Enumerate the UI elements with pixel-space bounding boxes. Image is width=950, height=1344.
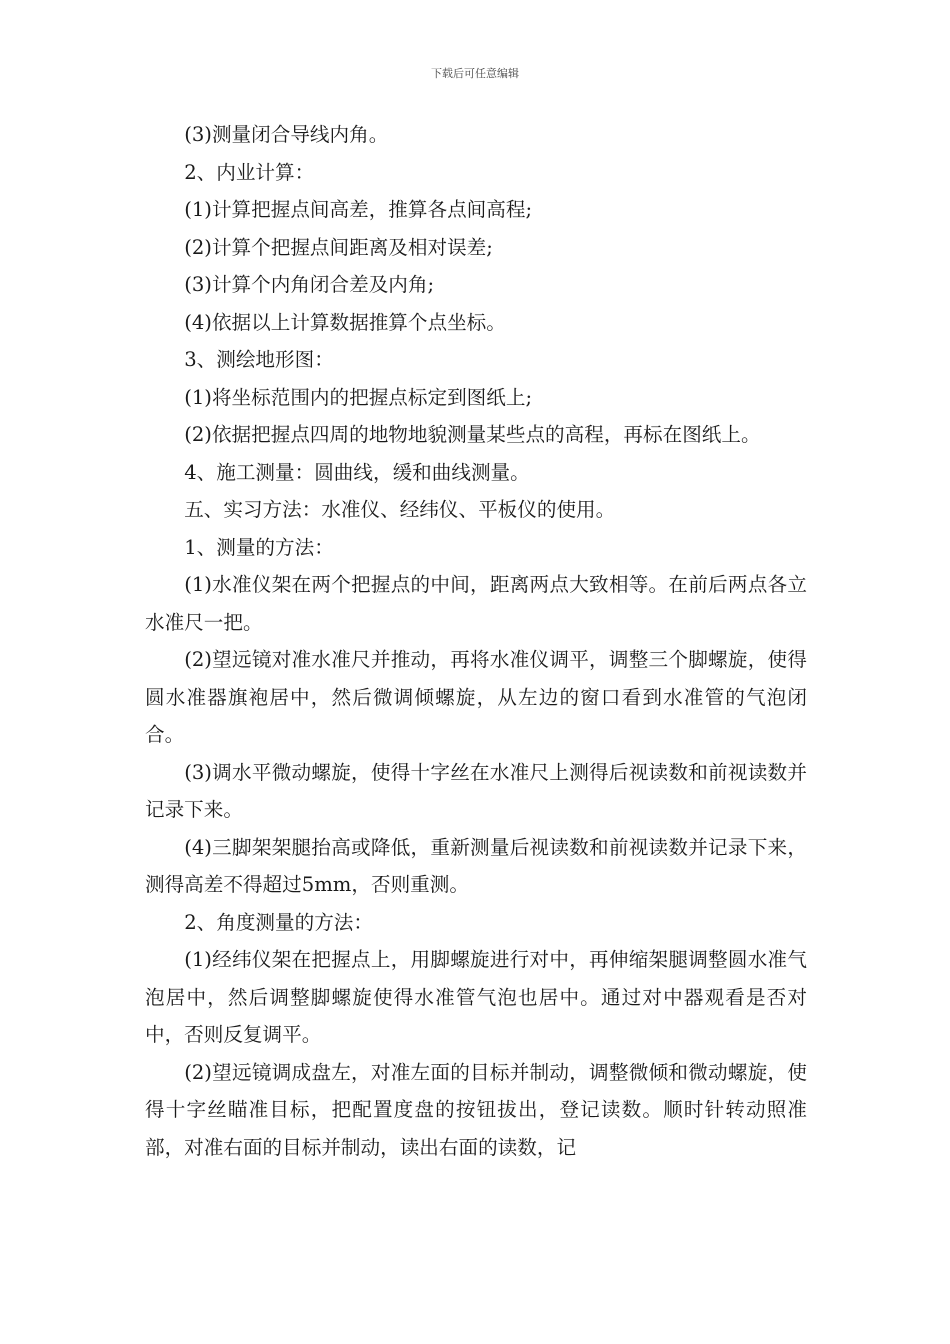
section-heading: 五、实习方法：水准仪、经纬仪、平板仪的使用。 (184, 498, 616, 521)
paragraph: (1)经纬仪架在把握点上，用脚螺旋进行对中，再伸缩架腿调整圆水准气泡居中，然后调整脚螺旋使得水准管气泡也居中。通过对中器观看是否对中，否则反复调平。 (145, 948, 807, 1046)
section-heading: 2、角度测量的方法： (184, 910, 373, 934)
section-heading: 1、测量的方法： (184, 535, 334, 559)
paragraph: (1)计算把握点间高差，推算各点间高程; (184, 198, 533, 221)
paragraph: (2)望远镜调成盘左，对准左面的目标并制动，调整微倾和微动螺旋，使得十字丝瞄准目标，把配置度盘的按钮拔出，登记读数。顺时针转动照准部，对准右面的目标并制动，读出右面的读数，记 (145, 1060, 807, 1159)
paragraph: (3)计算个内角闭合差及内角; (184, 273, 435, 296)
document-body (145, 116, 807, 1166)
section-heading: 3、测绘地形图： (184, 348, 334, 371)
paragraph: (2)依据把握点四周的地物地貌测量某些点的高程，再标在图纸上。 (184, 423, 761, 446)
section-heading: 4、施工测量：圆曲线，缓和曲线测量。 (184, 460, 530, 484)
paragraph: (2)望远镜对准水准尺并推动，再将水准仪调平，调整三个脚螺旋，使得圆水准器旗袍居中，然后微调倾螺旋，从左边的窗口看到水准管的气泡闭合。 (145, 648, 807, 746)
paragraph: (3)调水平微动螺旋，使得十字丝在水准尺上测得后视读数和前视读数并记录下来。 (145, 760, 807, 821)
paragraph: (4)三脚架架腿抬高或降低，重新测量后视读数和前视读数并记录下来，测得高差不得超过5mm，否则重测。 (145, 835, 807, 896)
paragraph: (1)水准仪架在两个把握点的中间，距离两点大致相等。在前后两点各立水准尺一把。 (145, 573, 807, 634)
paragraph: (3)测量闭合导线内角。 (184, 123, 389, 146)
paragraph: (4)依据以上计算数据推算个点坐标。 (184, 310, 506, 334)
page-header: 下载后可任意编辑 (431, 67, 519, 80)
paragraph: (1)将坐标范围内的把握点标定到图纸上; (184, 385, 533, 409)
paragraph: (2)计算个把握点间距离及相对误差; (184, 235, 493, 259)
section-heading: 2、内业计算： (184, 160, 315, 184)
